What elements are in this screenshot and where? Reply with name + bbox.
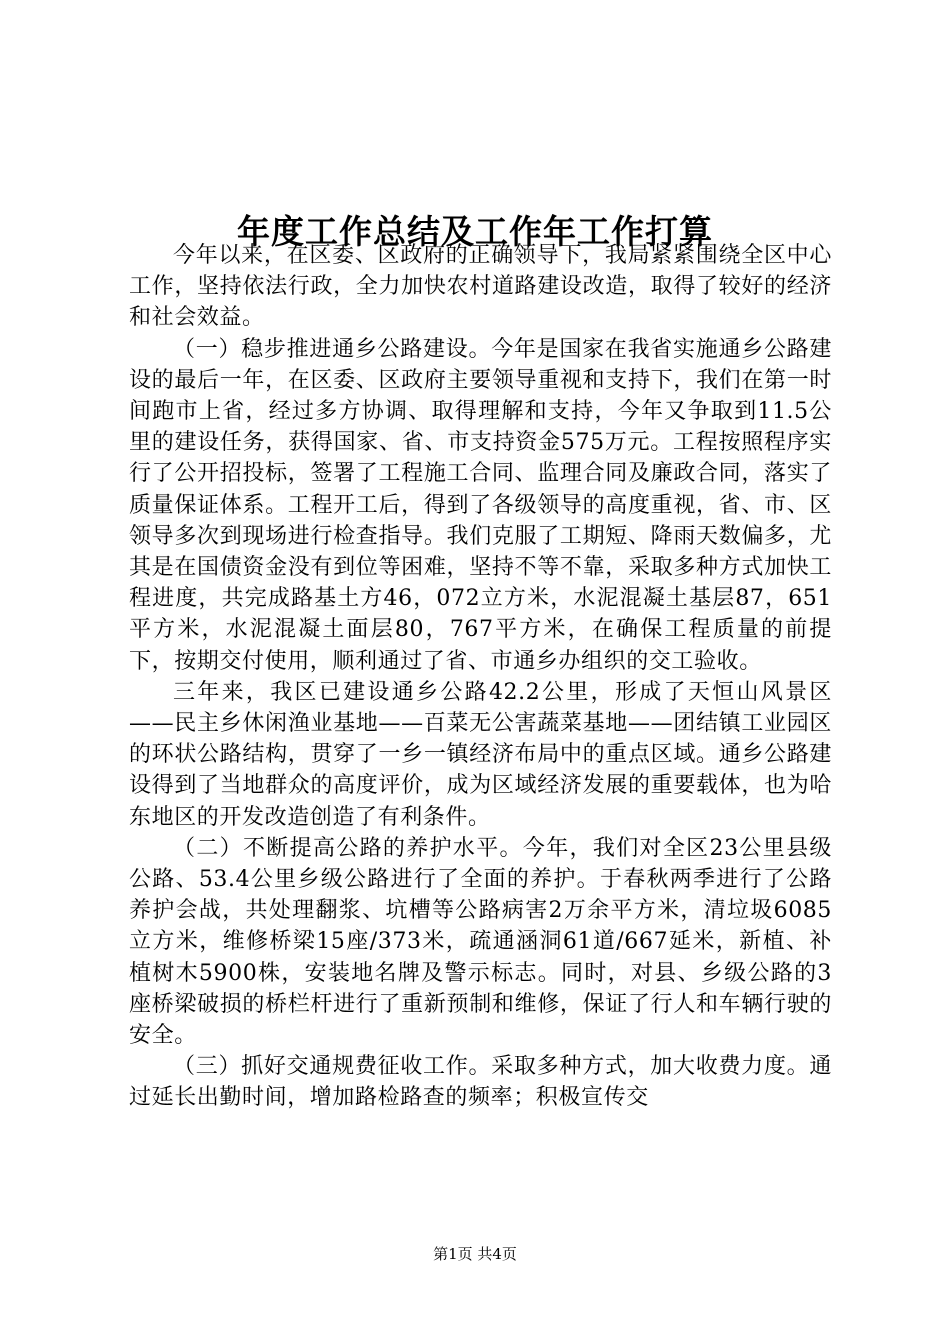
paragraph-section-2: （二）不断提高公路的养护水平。今年，我们对全区23公里县级公路、53.4公里乡级公路进行了全面的养护。于春秋两季进行了公路养护会战，共处理翻浆、坑槽等公路病害2万余平方米，清垃圾6085立方米，维修桥梁15座/373米，疏通涵洞61道/667延米，新植、补植树木5900株，安装地名牌及警示标志。同时，对县、乡级公路的3座桥梁破损的桥栏杆进行了重新预制和维修，保证了行人和车辆行驶的安全。: [129, 835, 832, 1049]
document-body: [129, 240, 832, 1114]
paragraph-section-1: （一）稳步推进通乡公路建设。今年是国家在我省实施通乡公路建设的最后一年，在区委、区政府主要领导重视和支持下，我们在第一时间跑市上省，经过多方协调、取得理解和支持，今年又争取到11.5公里的建设任务，获得国家、省、市支持资金575万元。工程按照程序实行了公开招投标，签署了工程施工合同、监理合同及廉政合同，落实了质量保证体系。工程开工后，得到了各级领导的高度重视，省、市、区领导多次到现场进行检查指导。我们克服了工期短、降雨天数偏多，尤其是在国债资金没有到位等困难，坚持不等不靠，采取多种方式加快工程进度，共完成路基土方46，072立方米，水泥混凝土基层87，651平方米，水泥混凝土面层80，767平方米，在确保工程质量的前提下，按期交付使用，顺利通过了省、市通乡办组织的交工验收。: [129, 336, 832, 674]
page-title: 年度工作总结及工作年工作打算: [237, 212, 713, 252]
page-footer: 第1页 共4页: [433, 1245, 517, 1263]
paragraph-intro: 今年以来，在区委、区政府的正确领导下，我局紧紧围绕全区中心工作，坚持依法行政，全力加快农村道路建设改造，取得了较好的经济和社会效益。: [129, 243, 832, 331]
paragraph-section-3: （三）抓好交通规费征收工作。采取多种方式，加大收费力度。通过延长出勤时间，增加路检路查的频率；积极宣传交: [129, 1054, 832, 1111]
paragraph-three-years: 三年来，我区已建设通乡公路42.2公里，形成了天恒山风景区——民主乡休闲渔业基地——百菜无公害蔬菜基地——团结镇工业园区的环状公路结构，贯穿了一乡一镇经济布局中的重点区域。通乡公路建设得到了当地群众的高度评价，成为区域经济发展的重要载体，也为哈东地区的开发改造创造了有利条件。: [129, 679, 832, 830]
